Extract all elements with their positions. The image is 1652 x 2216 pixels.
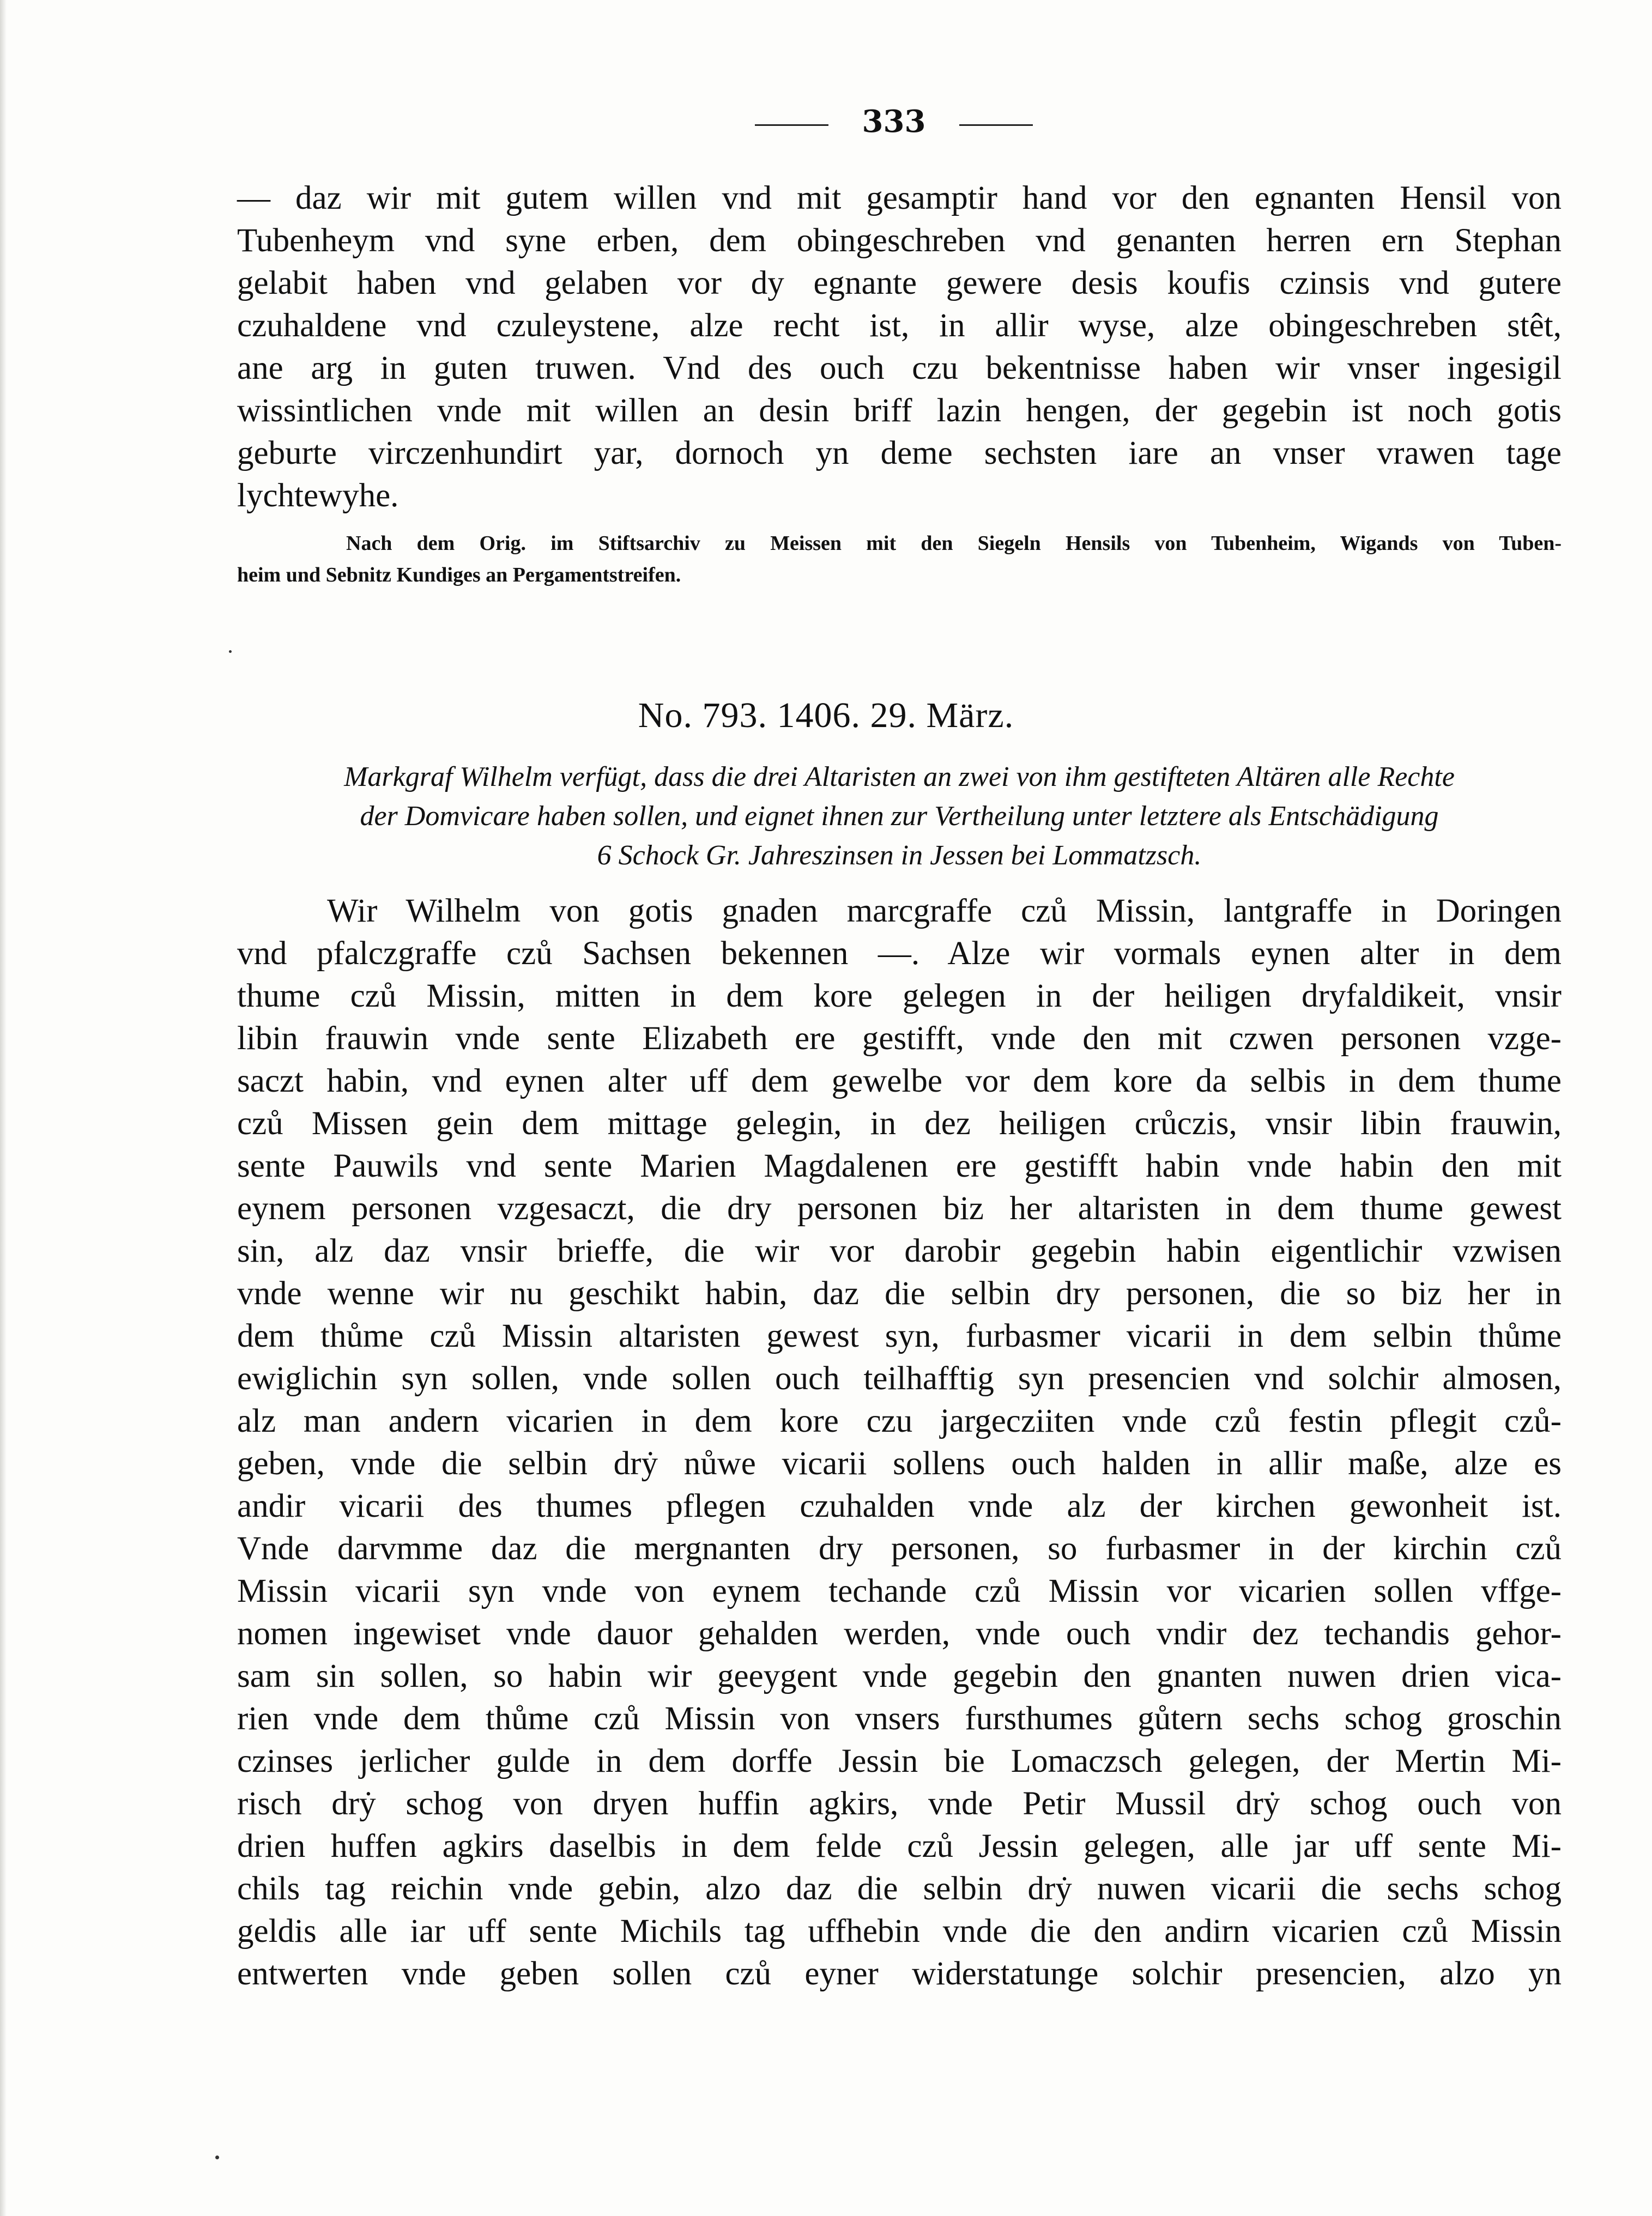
page-number: 333 — [862, 104, 926, 140]
text-line: entwerten vnde geben sollen czů eyner widerstatunge solchir presencien, alzo yn — [237, 1955, 1562, 1992]
text-line: geben, vnde die selbin drẏ nůwe vicarii sollens ouch halden in allir maße, alze es — [237, 1445, 1562, 1482]
text-line: gelabit haben vnd gelaben vor dy egnante gewere desis koufis czinsis vnd gutere — [237, 265, 1562, 301]
page-header — [0, 104, 1652, 142]
text-line: drien huffen agkirs daselbis in dem felde czů Jessin gelegen, alle jar uff sente Mi- — [237, 1828, 1562, 1864]
top-paragraph — [237, 177, 1562, 517]
text-line: dem thůme czů Missin altaristen gewest syn, furbasmer vicarii in dem selbin thůme — [237, 1318, 1562, 1354]
text-line: libin frauwin vnde sente Elizabeth ere gestifft, vnde den mit czwen personen vzge- — [237, 1020, 1562, 1057]
text-line: geldis alle iar uff sente Michils tag uffhebin vnde die den andirn vicarien czů Missin — [237, 1913, 1562, 1949]
text-line: czuhaldene vnd czuleystene, alze recht ist, in allir wyse, alze obingeschreben stêt, — [237, 307, 1562, 344]
text-line: — daz wir mit gutem willen vnd mit gesamptir hand vor den egnanten Hensil von — [237, 180, 1562, 216]
note-line: Nach dem Orig. im Stiftsarchiv zu Meissen mit den Siegeln Hensils von Tubenheim, Wigands von Tuben- — [346, 532, 1562, 555]
text-line: Vnde darvmme daz die mergnanten dry personen, so furbasmer in der kirchin czů — [237, 1530, 1562, 1567]
text-line: chils tag reichin vnde gebin, alzo daz die selbin drẏ nuwen vicarii die sechs schog — [237, 1870, 1562, 1907]
text-line: andir vicarii des thumes pflegen czuhalden vnde alz der kirchen gewonheit ist. — [237, 1488, 1562, 1524]
regest-line: 6 Schock Gr. Jahreszinsen in Jessen bei Lommatzsch. — [597, 840, 1202, 871]
source-note — [237, 528, 1562, 591]
note-line: heim und Sebnitz Kundiges an Pergamentstreifen. — [237, 564, 681, 586]
text-line: sin, alz daz vnsir brieffe, die wir vor darobir gegebin habin eigentlichir vzwisen — [237, 1233, 1562, 1269]
regest-line: Markgraf Wilhelm verfügt, dass die drei Altaristen an zwei von ihm gestifteten Altären alle Rechte — [344, 761, 1455, 792]
text-line: saczt habin, vnd eynen alter uff dem gewelbe vor dem kore da selbis in dem thume — [237, 1063, 1562, 1099]
text-line: czů Missen gein dem mittage gelegin, in dez heiligen crůczis, vnsir libin frauwin, — [237, 1105, 1562, 1142]
text-line: eynem personen vzgesaczt, die dry personen biz her altaristen in dem thume gewest — [237, 1190, 1562, 1227]
text-line: lychtewyhe. — [237, 477, 399, 514]
scan-edge — [0, 0, 7, 2216]
text-line: Wir Wilhelm von gotis gnaden marcgraffe czů Missin, lantgraffe in Doringen — [327, 893, 1562, 929]
text-line: alz man andern vicarien in dem kore czu jargecziiten vnde czů festin pflegit czů- — [237, 1403, 1562, 1439]
text-line: ewiglichin syn sollen, vnde sollen ouch teilhafftig syn presencien vnd solchir almosen, — [237, 1360, 1562, 1397]
document-heading: No. 793. 1406. 29. März. — [638, 695, 1014, 735]
scan-speck — [229, 650, 232, 653]
regest-line: der Domvicare haben sollen, und eignet ihnen zur Vertheilung unter letztere als Entschädigung — [360, 801, 1439, 832]
text-line: czinses jerlicher gulde in dem dorffe Jessin bie Lomaczsch gelegen, der Mertin Mi- — [237, 1743, 1562, 1779]
text-line: wissintlichen vnde mit willen an desin briff lazin hengen, der gegebin ist noch gotis — [237, 392, 1562, 429]
text-line: sente Pauwils vnd sente Marien Magdalenen ere gestifft habin vnde habin den mit — [237, 1148, 1562, 1184]
regest-summary — [237, 758, 1562, 875]
text-line: vnde wenne wir nu geschikt habin, daz die selbin dry personen, die so biz her in — [237, 1275, 1562, 1312]
text-line: ane arg in guten truwen. Vnd des ouch czu bekentnisse haben wir vnser ingesigil — [237, 350, 1562, 386]
text-line: thume czů Missin, mitten in dem kore gelegen in der heiligen dryfaldikeit, vnsir — [237, 978, 1562, 1014]
text-line: risch drẏ schog von dryen huffin agkirs, vnde Petir Mussil drẏ schog ouch von — [237, 1785, 1562, 1822]
text-line: Missin vicarii syn vnde von eynem techande czů Missin vor vicarien sollen vffge- — [237, 1573, 1562, 1609]
header-rule-left — [755, 124, 828, 126]
text-line: vnd pfalczgraffe czů Sachsen bekennen —. Alze wir vormals eynen alter in dem — [237, 935, 1562, 972]
text-line: geburte virczenhundirt yar, dornoch yn deme sechsten iare an vnser vrawen tage — [237, 435, 1562, 471]
scan-speck — [215, 2156, 219, 2159]
main-paragraph — [237, 890, 1562, 1995]
text-line: Tubenheym vnd syne erben, dem obingeschreben vnd genanten herren ern Stephan — [237, 222, 1562, 259]
text-line: rien vnde dem thůme czů Missin von vnsers fursthumes gůtern sechs schog groschin — [237, 1700, 1562, 1737]
text-line: nomen ingewiset vnde dauor gehalden werden, vnde ouch vndir dez techandis gehor- — [237, 1615, 1562, 1652]
header-rule-right — [959, 124, 1033, 126]
text-line: sam sin sollen, so habin wir geeygent vnde gegebin den gnanten nuwen drien vica- — [237, 1658, 1562, 1694]
